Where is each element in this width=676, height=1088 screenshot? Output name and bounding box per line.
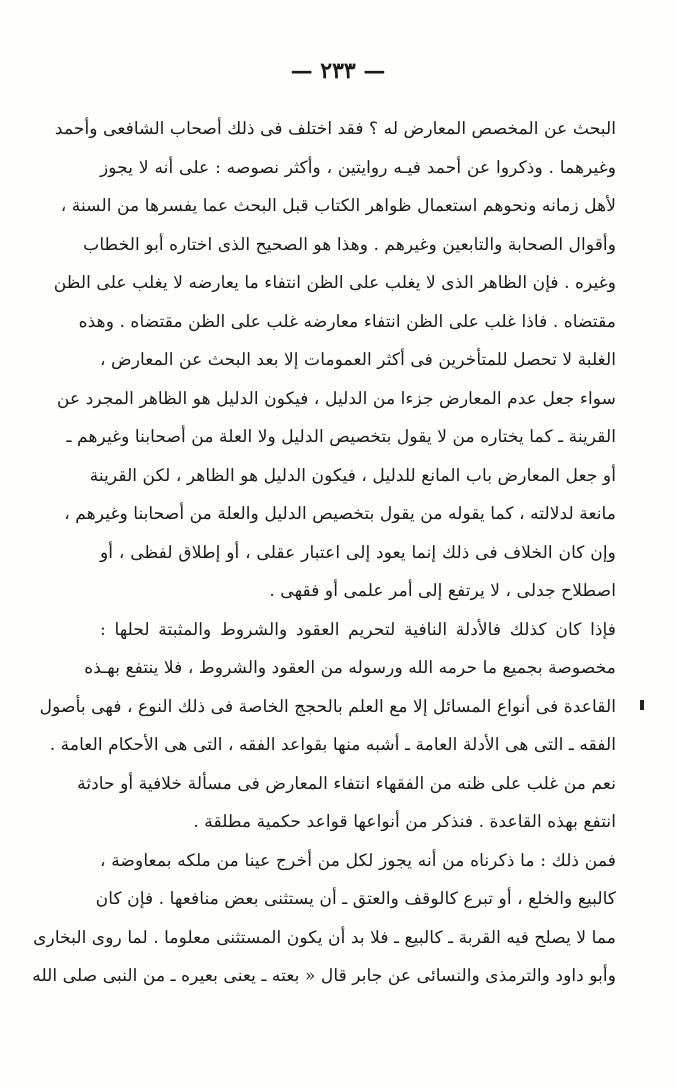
text-line: فمن ذلك : ما ذكرناه من أنه يجوز لكل من أخرج عينا من ملكه بمعاوضة ، <box>100 850 616 871</box>
text-line: وغيره . فإن الظاهر الذى لا يغلب على الظن انتفاء ما يعارضه لا يغلب على الظن <box>53 273 616 293</box>
text-line: الغلبة لا تحصل للمتأخرين فى أكثر العمومات إلا بعد البحث عن المعارض ، <box>99 350 616 370</box>
text-line: مما لا يصلح فيه القربة ـ كالبيع ـ فلا بد أن يكون المستثنى معلوما . لما روى البخارى <box>33 927 616 948</box>
text-line: نعم من غلب على ظنه من الفقهاء انتفاء المعارض فى مسألة خلافية أو حادثة <box>77 773 616 794</box>
text-line: وإن كان الخلاف فى ذلك إنما يعود إلى اعتبار عقلى ، أو إطلاق لفظى ، أو <box>100 542 616 563</box>
text-line: كالبيع والخلع ، أو تبرع كالوقف والعتق ـ أن يستثنى بعض منافعها . فإن كان <box>95 889 616 909</box>
text-line: سواء جعل عدم المعارض جزءا من الدليل ، فيكون الدليل هو الظاهر المجرد عن <box>56 388 616 409</box>
text-line: لأهل زمانه ونحوهم استعمال ظواهر الكتاب قبل البحث عما يفسرها من السنة ، <box>60 196 616 216</box>
text-line: وغيرهما . وذكروا عن أحمد فيـه روايتين ، وأكثر نصوصه : على أنه لا يجوز <box>100 157 616 178</box>
text-line: القاعدة فى أنواع المسائل إلا مع العلم بالحجج الخاصة فى ذلك النوع ، فهى بأصول <box>39 696 616 717</box>
text-line: وأقوال الصحابة والتابعين وغيرهم . وهذا هو الصحيح الذى اختاره أبو الخطاب <box>83 234 616 255</box>
paragraph <box>32 842 616 996</box>
text-line: البحث عن المخصص المعارض له ؟ فقد اختلف فى ذلك أصحاب الشافعى وأحمد <box>54 119 616 139</box>
paragraph <box>39 611 616 765</box>
text-line: اصطلاح جدلى ، لا يرتفع إلى أمر علمى أو فقهى . <box>269 581 616 601</box>
paragraph <box>53 110 616 611</box>
text-line: مقتضاه . فاذا غلب على الظن انتفاء معارضه غلب على الظن مقتضاه . وهذه <box>78 311 616 332</box>
margin-mark <box>640 700 644 710</box>
text-line: فإذا كان كذلك فالأدلة النافية لتحريم العقود والشروط والمثبتة لحلها : <box>100 619 616 640</box>
text-line: وأبو داود والترمذى والنسائى عن جابر قال « بعته ـ يعنى بعيره ـ من النبى صلى الله <box>32 966 616 986</box>
text-line: الفقه ـ التى هى الأدلة العامة ـ أشبه منها بقواعد الفقه ، التى هى الأحكام العامة . <box>49 735 616 755</box>
page-number: — ٢٣٣ — <box>290 58 386 84</box>
text-line: القرينة ـ كما يختاره من لا يقول بتخصيص الدليل ولا العلة من أصحابنا وغيرهم ـ <box>66 427 616 447</box>
text-line: أو جعل المعارض باب المانع للدليل ، فيكون الدليل هو الظاهر ، لكن القرينة <box>89 465 616 486</box>
body-text <box>32 110 616 996</box>
text-line: مخصوصة بجميع ما حرمه الله ورسوله من العقود والشروط ، فلا ينتفع بهـذه <box>84 658 616 678</box>
paragraph <box>77 765 616 842</box>
text-line: انتفع بهذه القاعدة . فنذكر من أنواعها قواعد حكمية مطلقة . <box>193 812 616 832</box>
text-line: مانعة لدلالته ، كما يقوله من يقول بتخصيص الدليل والعلة من أصحابنا وغيرهم ، <box>64 504 616 524</box>
